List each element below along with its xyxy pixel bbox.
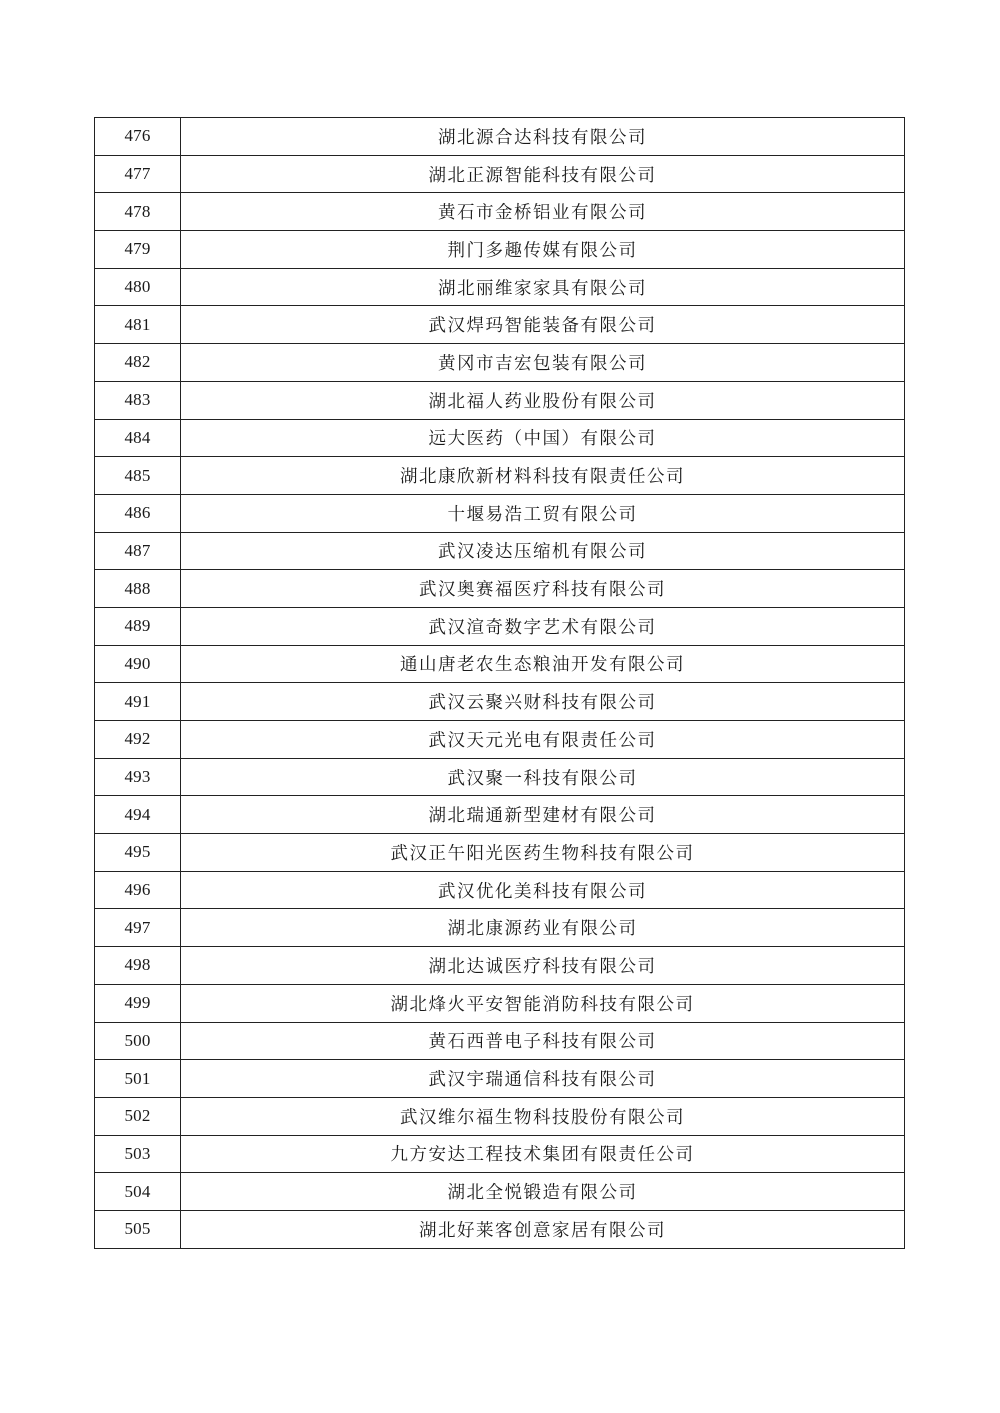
- company-name: 湖北康欣新材料科技有限责任公司: [181, 457, 905, 495]
- table-row: [95, 268, 905, 306]
- table-row: [95, 306, 905, 344]
- row-number: 505: [95, 1210, 181, 1248]
- table-row: [95, 155, 905, 193]
- table-body: [95, 118, 905, 1249]
- company-name: 武汉奥赛福医疗科技有限公司: [181, 570, 905, 608]
- company-name: 武汉聚一科技有限公司: [181, 758, 905, 796]
- row-number: 501: [95, 1060, 181, 1098]
- row-number: 477: [95, 155, 181, 193]
- row-number: 490: [95, 645, 181, 683]
- table-row: [95, 1022, 905, 1060]
- company-name: 湖北好莱客创意家居有限公司: [181, 1210, 905, 1248]
- table-row: [95, 118, 905, 156]
- company-name: 武汉天元光电有限责任公司: [181, 721, 905, 759]
- company-name: 湖北康源药业有限公司: [181, 909, 905, 947]
- row-number: 497: [95, 909, 181, 947]
- row-number: 502: [95, 1097, 181, 1135]
- row-number: 480: [95, 268, 181, 306]
- table-row: [95, 570, 905, 608]
- row-number: 486: [95, 494, 181, 532]
- row-number: 503: [95, 1135, 181, 1173]
- company-name: 武汉凌达压缩机有限公司: [181, 532, 905, 570]
- table-row: [95, 1097, 905, 1135]
- row-number: 487: [95, 532, 181, 570]
- row-number: 479: [95, 231, 181, 269]
- table-row: [95, 645, 905, 683]
- table-row: [95, 796, 905, 834]
- table-row: [95, 758, 905, 796]
- table-row: [95, 344, 905, 382]
- table-row: [95, 607, 905, 645]
- row-number: 476: [95, 118, 181, 156]
- row-number: 496: [95, 871, 181, 909]
- company-name: 武汉正午阳光医药生物科技有限公司: [181, 834, 905, 872]
- table-row: [95, 1210, 905, 1248]
- company-name: 黄石市金桥铝业有限公司: [181, 193, 905, 231]
- company-name: 黄石西普电子科技有限公司: [181, 1022, 905, 1060]
- row-number: 478: [95, 193, 181, 231]
- company-name: 武汉维尔福生物科技股份有限公司: [181, 1097, 905, 1135]
- row-number: 483: [95, 381, 181, 419]
- row-number: 493: [95, 758, 181, 796]
- table-row: [95, 494, 905, 532]
- table-row: [95, 1060, 905, 1098]
- company-name: 荆门多趣传媒有限公司: [181, 231, 905, 269]
- company-name: 湖北福人药业股份有限公司: [181, 381, 905, 419]
- row-number: 504: [95, 1173, 181, 1211]
- row-number: 484: [95, 419, 181, 457]
- company-name: 湖北源合达科技有限公司: [181, 118, 905, 156]
- company-name: 远大医药（中国）有限公司: [181, 419, 905, 457]
- company-name: 武汉优化美科技有限公司: [181, 871, 905, 909]
- table-row: [95, 1173, 905, 1211]
- table-row: [95, 231, 905, 269]
- row-number: 498: [95, 947, 181, 985]
- row-number: 494: [95, 796, 181, 834]
- table-row: [95, 947, 905, 985]
- company-name: 湖北全悦锻造有限公司: [181, 1173, 905, 1211]
- company-name: 武汉焊玛智能装备有限公司: [181, 306, 905, 344]
- table-row: [95, 834, 905, 872]
- table-row: [95, 984, 905, 1022]
- row-number: 500: [95, 1022, 181, 1060]
- company-name: 武汉云聚兴财科技有限公司: [181, 683, 905, 721]
- table-row: [95, 721, 905, 759]
- row-number: 482: [95, 344, 181, 382]
- company-name: 黄冈市吉宏包装有限公司: [181, 344, 905, 382]
- table-row: [95, 419, 905, 457]
- table-row: [95, 909, 905, 947]
- row-number: 489: [95, 607, 181, 645]
- company-name: 武汉渲奇数字艺术有限公司: [181, 607, 905, 645]
- row-number: 492: [95, 721, 181, 759]
- company-name: 九方安达工程技术集团有限责任公司: [181, 1135, 905, 1173]
- table-row: [95, 683, 905, 721]
- table-row: [95, 457, 905, 495]
- row-number: 499: [95, 984, 181, 1022]
- company-name: 通山唐老农生态粮油开发有限公司: [181, 645, 905, 683]
- company-name: 十堰易浩工贸有限公司: [181, 494, 905, 532]
- company-list-table: [94, 117, 905, 1249]
- table-row: [95, 381, 905, 419]
- company-name: 湖北丽维家家具有限公司: [181, 268, 905, 306]
- company-name: 湖北烽火平安智能消防科技有限公司: [181, 984, 905, 1022]
- table-row: [95, 532, 905, 570]
- table-row: [95, 871, 905, 909]
- row-number: 491: [95, 683, 181, 721]
- company-name: 武汉宇瑞通信科技有限公司: [181, 1060, 905, 1098]
- table-row: [95, 193, 905, 231]
- company-name: 湖北正源智能科技有限公司: [181, 155, 905, 193]
- company-name: 湖北达诚医疗科技有限公司: [181, 947, 905, 985]
- row-number: 481: [95, 306, 181, 344]
- table-row: [95, 1135, 905, 1173]
- company-name: 湖北瑞通新型建材有限公司: [181, 796, 905, 834]
- row-number: 488: [95, 570, 181, 608]
- row-number: 485: [95, 457, 181, 495]
- row-number: 495: [95, 834, 181, 872]
